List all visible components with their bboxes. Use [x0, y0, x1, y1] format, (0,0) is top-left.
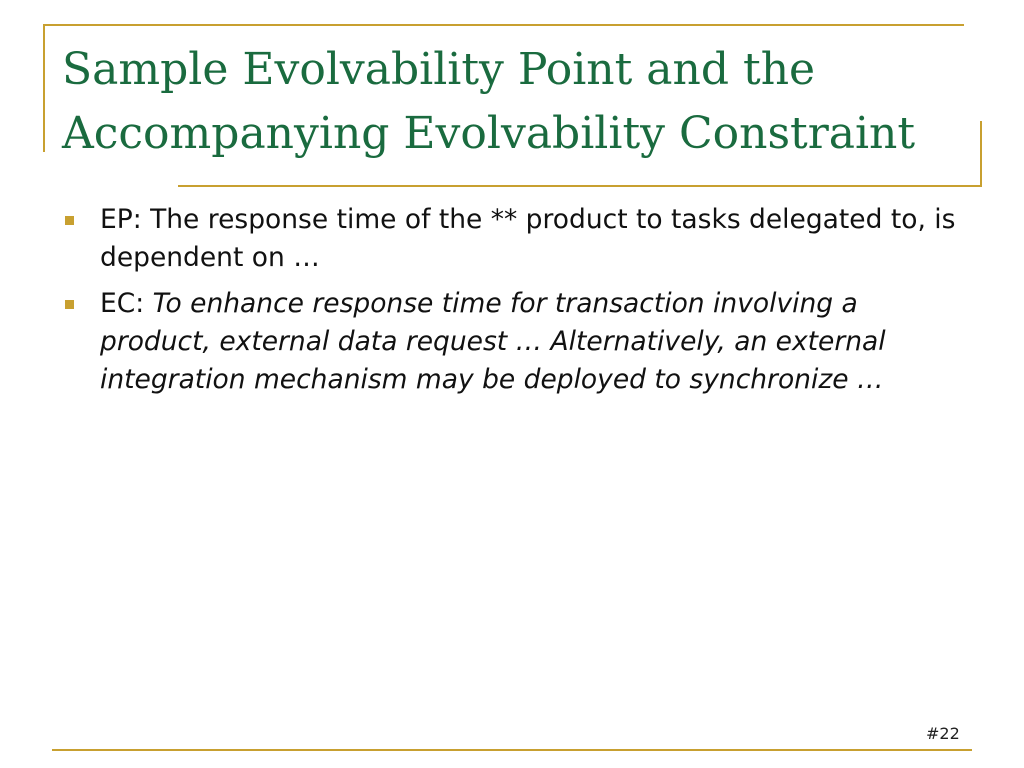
- bullet-ec: [62, 285, 962, 399]
- footer-rule: [52, 749, 972, 751]
- square-bullet-icon: [65, 216, 74, 225]
- bullet-ep-text: EP: The response time of the ** product to tasks delegated to, is dependent on …: [100, 204, 956, 273]
- slide-title-line-1: Sample Evolvability Point and the: [62, 44, 816, 95]
- title-underline-rule: [178, 185, 982, 187]
- square-bullet-icon: [65, 300, 74, 309]
- bullet-ec-label: EC:: [100, 288, 153, 319]
- frame-left-rule: [43, 24, 45, 152]
- page-number: #22: [926, 724, 960, 743]
- slide-title-line-2: Accompanying Evolvability Constraint: [62, 108, 916, 159]
- frame-top-rule: [43, 24, 964, 26]
- bullet-list: [62, 201, 962, 407]
- bullet-ep: [62, 201, 962, 277]
- slide-title: [62, 38, 972, 166]
- bullet-ec-text: To enhance response time for transaction involving a product, external data request … Alternatively, an external integration mechanism may be deployed to synchronize …: [100, 288, 886, 395]
- frame-right-rule: [980, 121, 982, 187]
